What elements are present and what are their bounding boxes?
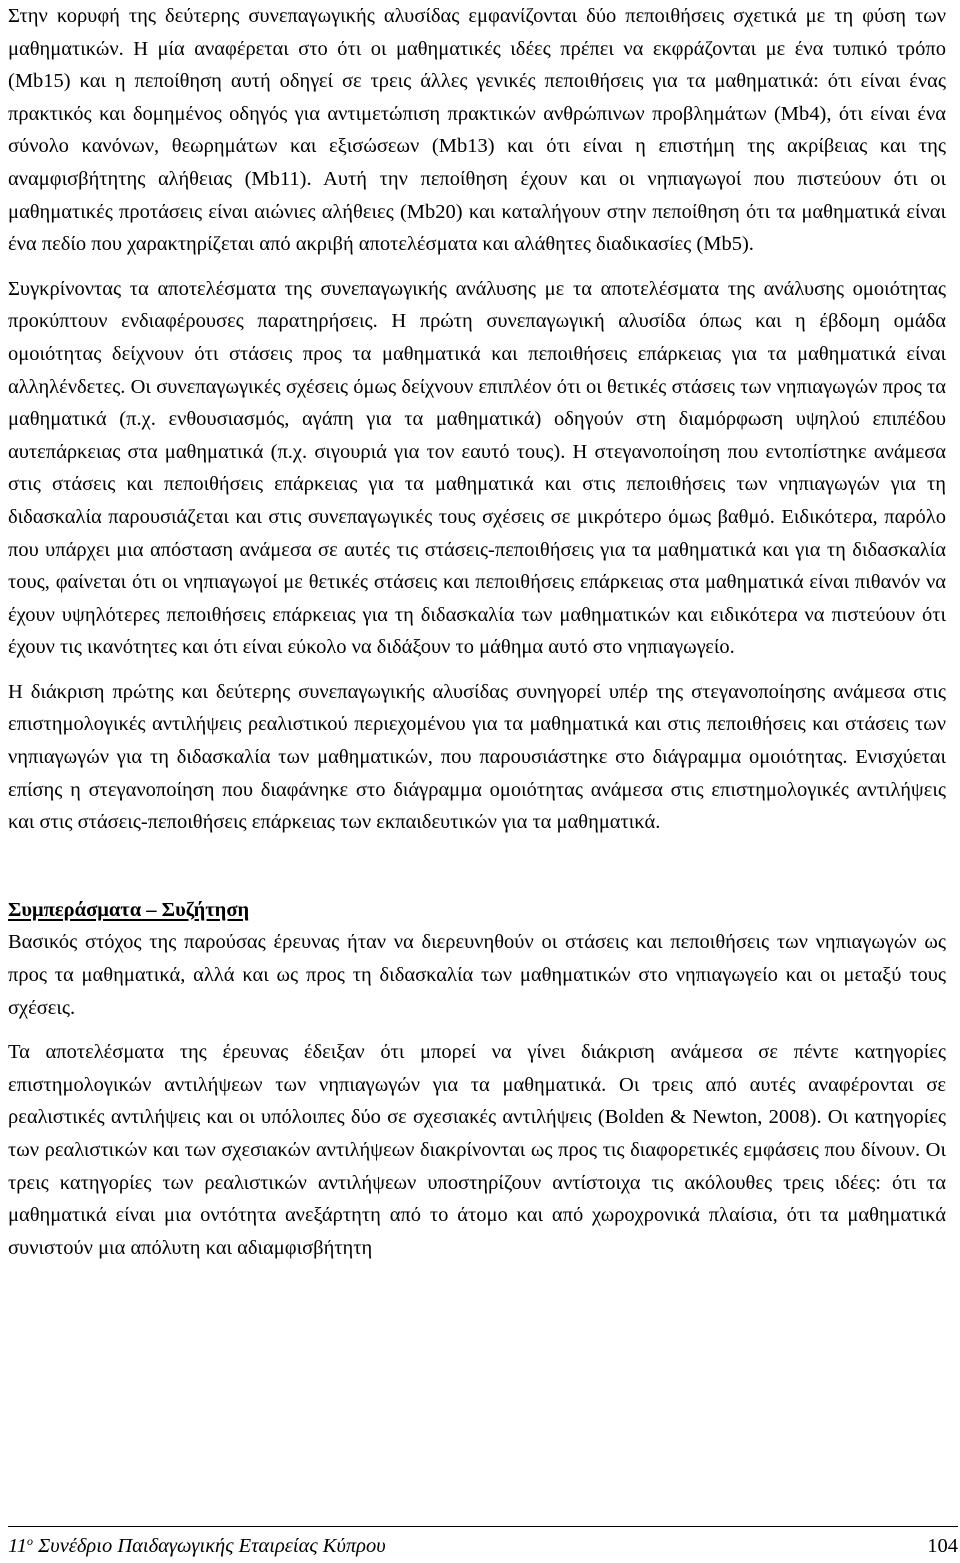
- paragraph-2: Συγκρίνοντας τα αποτελέσματα της συνεπαγωγικής ανάλυσης με τα αποτελέσματα της ανάλυσης ομοιότητας προκύπτουν ενδιαφέρουσες παρατηρήσεις. Η πρώτη συνεπαγωγική αλυσίδα όπως και η έβδομη ομάδα ομοιότητας δείχνουν ότι στάσεις προς τα μαθηματικά και πεποιθήσεις επάρκειας για τα μαθηματικά είναι αλληλένδετες. Οι συνεπαγωγικές σχέσεις όμως δείχνουν επιπλέον ότι οι θετικές στάσεις των νηπιαγωγών προς τα μαθηματικά (π.χ. ενθουσιασμός, αγάπη για τα μαθηματικά) οδηγούν στη διαμόρφωση υψηλού επιπέδου αυτεπάρκειας στα μαθηματικά (π.χ. σιγουριά για τον εαυτό τους). Η στεγανοποίηση που εντοπίστηκε ανάμεσα στις στάσεις και πεποιθήσεις επάρκειας για τα μαθηματικά και στις πεποιθήσεις των νηπιαγωγών για τη διδασκαλία παρουσιάζεται και στις συνεπαγωγικές τους σχέσεις σε μικρότερο όμως βαθμό. Ειδικότερα, παρόλο που υπάρχει μια απόσταση ανάμεσα σε αυτές τις στάσεις-πεποιθήσεις για τα μαθηματικά και για τη διδασκαλία τους, φαίνεται ότι οι νηπιαγωγοί με θετικές στάσεις και πεποιθήσεις επάρκειας στα μαθηματικά είναι πιθανόν να έχουν υψηλότερες πεποιθήσεις επάρκειας για τη διδασκαλία των μαθηματικών και ειδικότερα να πιστεύουν ότι έχουν τις ικανότητες και ότι είναι εύκολο να διδάξουν το μάθημα αυτό στο νηπιαγωγείο.: [8, 277, 946, 659]
- conference-name: Συνέδριο Παιδαγωγικής Εταιρείας Κύπρου: [38, 1535, 386, 1557]
- paragraph-1: Στην κορυφή της δεύτερης συνεπαγωγικής αλυσίδας εμφανίζονται δύο πεποιθήσεις σχετικά με τη φύση των μαθηματικών. Η μία αναφέρεται στο ότι οι μαθηματικές ιδέες πρέπει να εκφράζονται με ένα τυπικό τρόπο (Mb15) και η πεποίθηση αυτή οδηγεί σε τρεις άλλες γενικές πεποιθήσεις για τα μαθηματικά: ότι είναι ένας πρακτικός και δομημένος οδηγός για αντιμετώπιση πρακτικών ανθρώπινων προβλημάτων (Mb4), ότι είναι ένα σύνολο κανόνων, θεωρημάτων και εξισώσεων (Mb13) και ότι είναι η επιστήμη της ακρίβειας και της αναμφισβήτητης αλήθειας (Mb11). Αυτή την πεποίθηση έχουν και οι νηπιαγωγοί που πιστεύουν ότι οι μαθηματικές προτάσεις είναι αιώνιες αλήθειες (Mb20) και καταλήγουν στην πεποίθηση ότι τα μαθηματικά είναι ένα πεδίο που χαρακτηρίζεται από ακριβή αποτελέσματα και αλάθητες διαδικασίες (Mb5).: [8, 5, 946, 256]
- page-number: 104: [927, 1535, 958, 1557]
- conference-number: 11: [8, 1535, 27, 1557]
- paragraph-4: Βασικός στόχος της παρούσας έρευνας ήταν να διερευνηθούν οι στάσεις και πεποιθήσεις των νηπιαγωγών ως προς τα μαθηματικά, αλλά και ως προς τη διδασκαλία των μαθηματικών στο νηπιαγωγείο και οι μεταξύ τους σχέσεις.: [8, 931, 946, 1019]
- paragraph-5: Τα αποτελέσματα της έρευνας έδειξαν ότι μπορεί να γίνει διάκριση ανάμεσα σε πέντε κατηγορίες επιστημολογικών αντιλήψεων των νηπιαγωγών για τα μαθηματικά. Οι τρεις από αυτές αναφέρονται σε ρεαλιστικές αντιλήψεις και οι υπόλοιπες δύο σε σχεσιακές αντιλήψεις (Bolden & Newton, 2008). Οι κατηγορίες των ρεαλιστικών και των σχεσιακών αντιλήψεων διακρίνονται ως προς τις διαφορετικές εμφάσεις που δίνουν. Οι τρεις κατηγορίες των ρεαλιστικών αντιλήψεων υποστηρίζουν αντίστοιχα τις ακόλουθες τρεις ιδέες: ότι τα μαθηματικά είναι μια οντότητα ανεξάρτητη από το άτομο και από χωροχρονικά πλαίσια, ότι τα μαθηματικά συνιστούν μια απόλυτη και αδιαμφισβήτητη: [8, 1041, 946, 1259]
- footer-conference: [8, 1532, 386, 1560]
- paragraph-3: Η διάκριση πρώτης και δεύτερης συνεπαγωγικής αλυσίδας συνηγορεί υπέρ της στεγανοποίησης ανάμεσα στις επιστημολογικές αντιλήψεις ρεαλιστικού περιεχομένου για τα μαθηματικά και στις πεποιθήσεις και στάσεις των νηπιαγωγών για τη διδασκαλία των μαθηματικών, που παρουσιάστηκε στο διάγραμμα ομοιότητας. Ενισχύεται επίσης η στεγανοποίηση που διαφάνηκε στο διάγραμμα ομοιότητας ανάμεσα στις επιστημολογικές αντιλήψεις και στις στάσεις-πεποιθήσεις επάρκειας των εκπαιδευτικών για τα μαθηματικά.: [8, 680, 946, 834]
- document-page: [8, 0, 946, 1276]
- page-footer: [8, 1532, 958, 1562]
- footer-divider: [8, 1526, 958, 1527]
- ordinal-superscript: ο: [26, 1534, 33, 1548]
- section-heading: Συμπεράσματα – Συζήτηση: [8, 898, 250, 921]
